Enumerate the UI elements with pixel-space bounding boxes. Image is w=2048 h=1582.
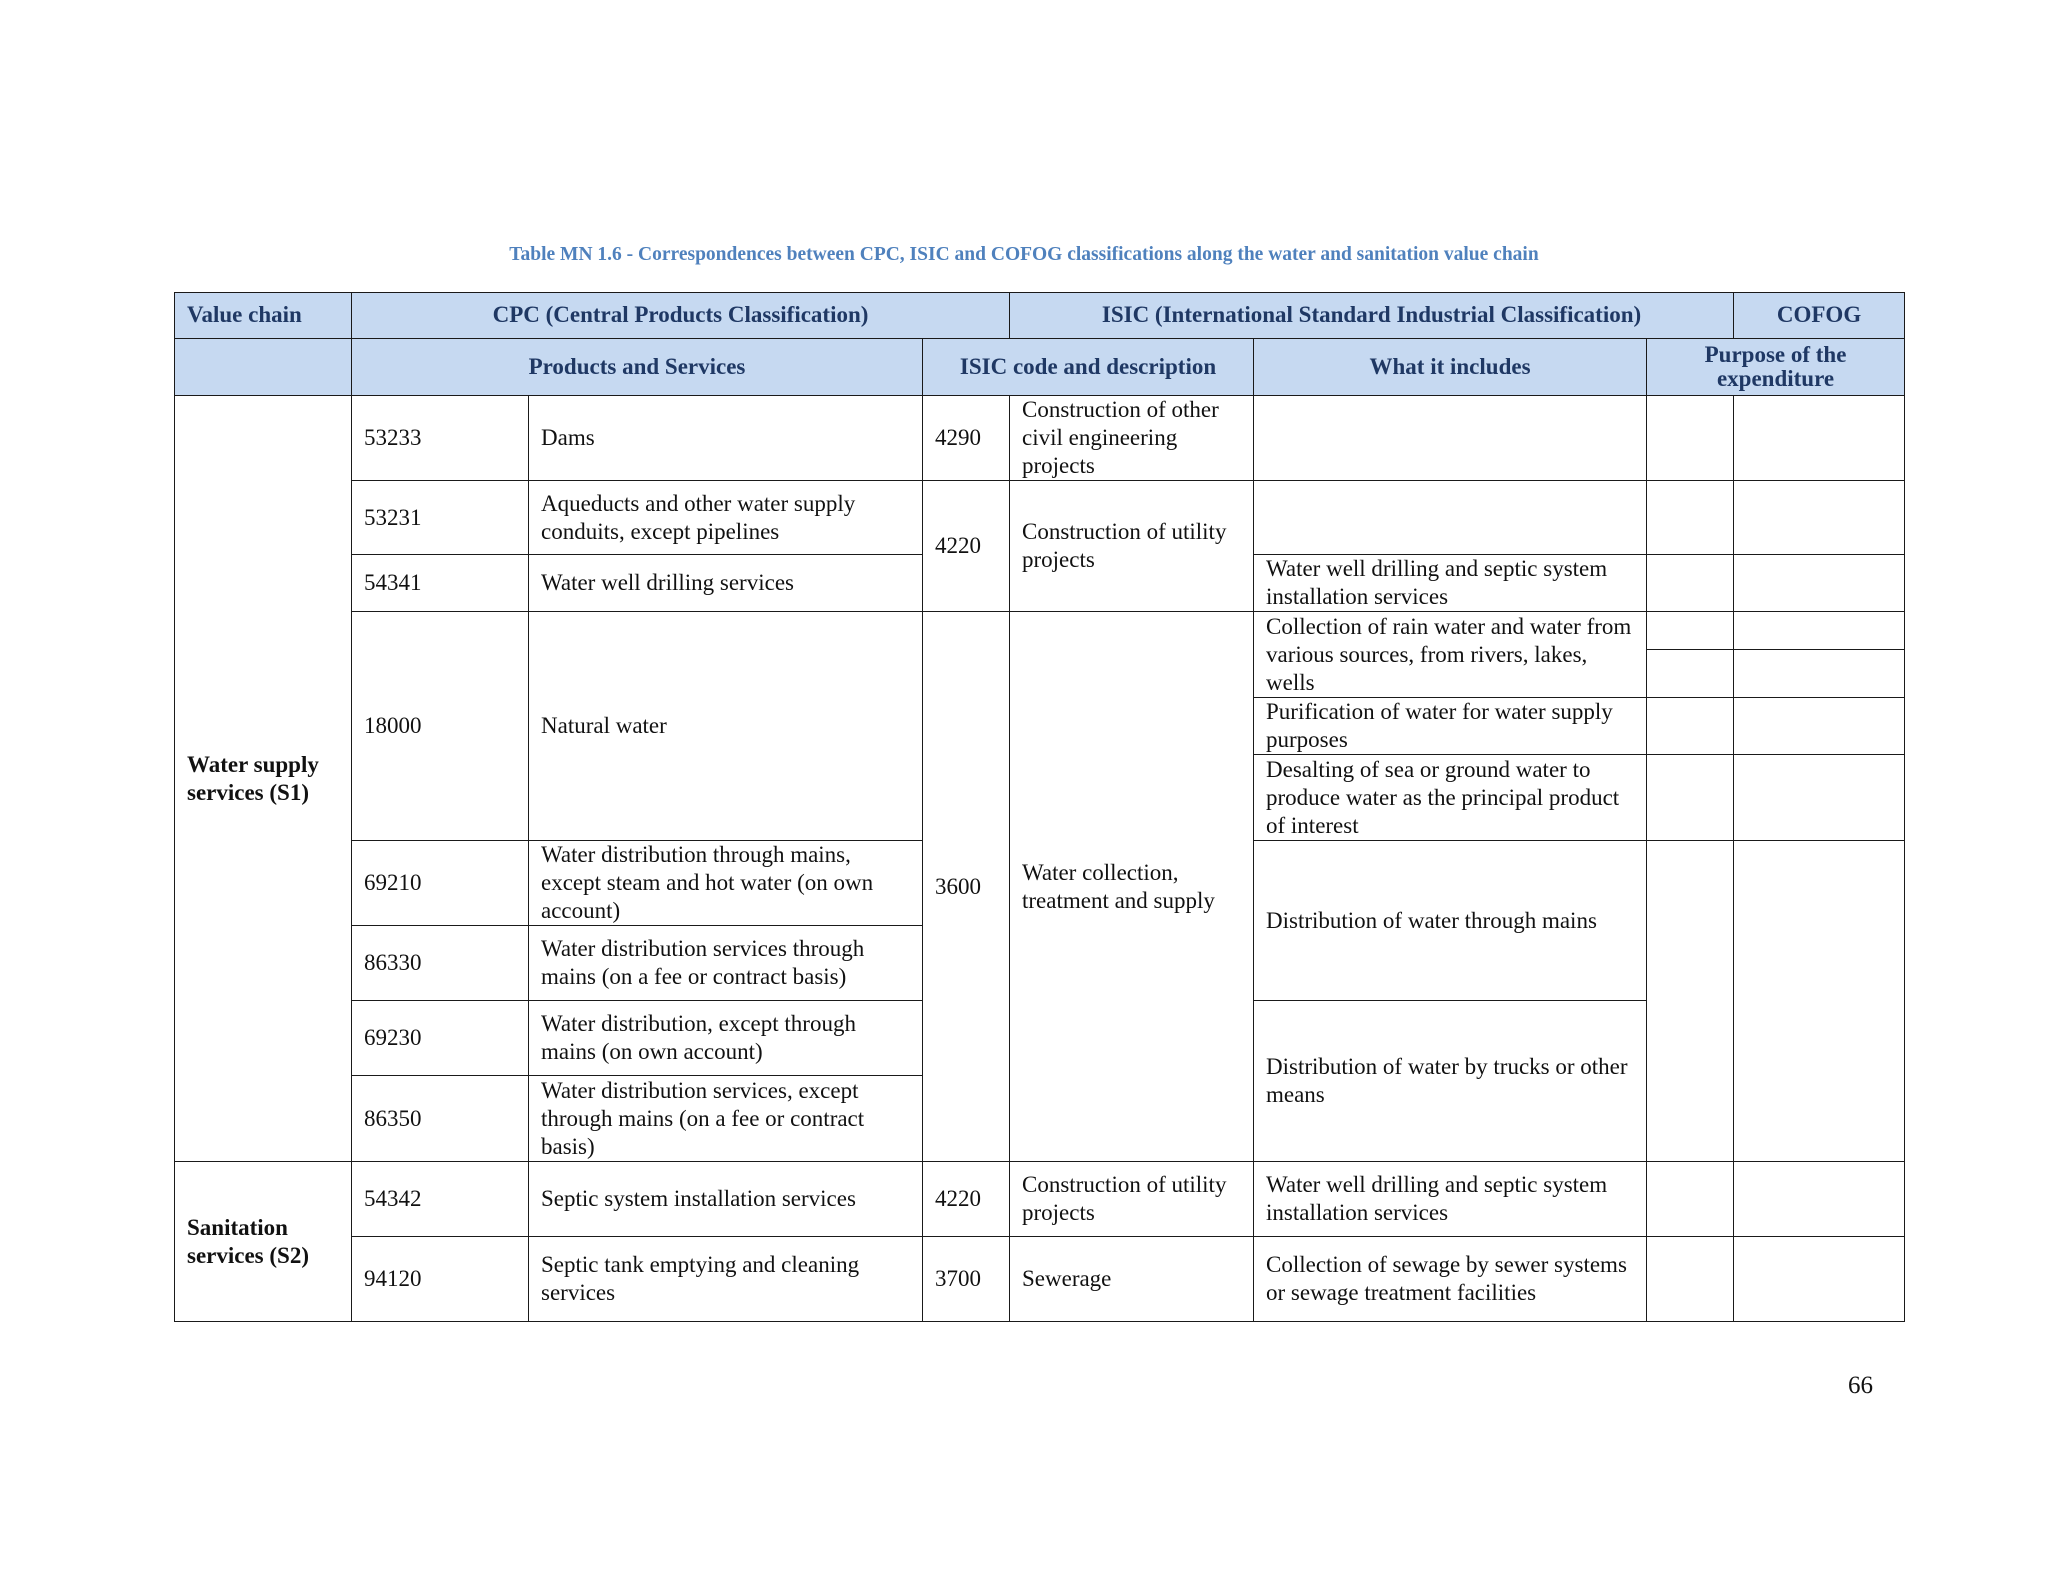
header-value-chain: Value chain	[175, 293, 352, 339]
cofog-cell	[1734, 396, 1905, 481]
header-what-it-includes: What it includes	[1254, 339, 1647, 396]
isic-code: 4220	[923, 1162, 1010, 1237]
cpc-code: 54342	[352, 1162, 529, 1237]
cpc-desc: Natural water	[529, 612, 923, 841]
cpc-code: 86330	[352, 926, 529, 1001]
isic-code: 4290	[923, 396, 1010, 481]
header-cofog: COFOG	[1734, 293, 1905, 339]
cofog-cell	[1734, 1237, 1905, 1322]
table-row	[175, 1162, 1905, 1237]
includes-text: Distribution of water through mains	[1254, 841, 1647, 1001]
cpc-code: 53231	[352, 481, 529, 555]
cpc-desc: Water distribution services, except through mains (on a fee or contract basis)	[529, 1076, 923, 1162]
header-blank	[175, 339, 352, 396]
cofog-cell	[1734, 698, 1905, 755]
isic-desc: Construction of utility projects	[1010, 1162, 1254, 1237]
cpc-code: 86350	[352, 1076, 529, 1162]
correspondence-table-body	[174, 395, 1905, 1322]
cpc-desc: Water distribution services through mains (on a fee or contract basis)	[529, 926, 923, 1001]
cofog-cell	[1647, 555, 1734, 612]
includes-text: Distribution of water by trucks or other means	[1254, 1001, 1647, 1162]
includes-text: Water well drilling and septic system installation services	[1254, 1162, 1647, 1237]
cofog-cell	[1734, 481, 1905, 555]
includes-text: Water well drilling and septic system installation services	[1254, 555, 1647, 612]
cpc-desc: Water distribution, except through mains (on own account)	[529, 1001, 923, 1076]
table-caption: Table MN 1.6 - Correspondences between CPC, ISIC and COFOG classifications along the water and sanitation value chain	[509, 244, 1539, 265]
cofog-cell	[1734, 555, 1905, 612]
cofog-cell	[1734, 650, 1905, 698]
table-row	[175, 1237, 1905, 1322]
cpc-desc: Water distribution through mains, except steam and hot water (on own account)	[529, 841, 923, 926]
header-cpc: CPC (Central Products Classification)	[352, 293, 1010, 339]
group-sanitation: Sanitation services (S2)	[175, 1162, 352, 1322]
header-row-1	[175, 293, 1905, 339]
cofog-cell	[1734, 1162, 1905, 1237]
cpc-desc: Dams	[529, 396, 923, 481]
table-row	[175, 396, 1905, 481]
cofog-cell	[1647, 755, 1734, 841]
isic-code: 3600	[923, 612, 1010, 1162]
cpc-desc: Aqueducts and other water supply conduits, except pipelines	[529, 481, 923, 555]
includes-text: Collection of sewage by sewer systems or sewage treatment facilities	[1254, 1237, 1647, 1322]
cofog-cell	[1647, 481, 1734, 555]
includes-text: Purification of water for water supply purposes	[1254, 698, 1647, 755]
cofog-cell	[1734, 841, 1905, 1162]
cofog-cell	[1647, 1162, 1734, 1237]
cofog-cell	[1734, 612, 1905, 650]
includes-text: Collection of rain water and water from various sources, from rivers, lakes, wells	[1254, 612, 1647, 698]
cofog-cell	[1734, 755, 1905, 841]
cofog-cell	[1647, 698, 1734, 755]
cpc-desc: Septic system installation services	[529, 1162, 923, 1237]
cofog-cell	[1647, 650, 1734, 698]
includes-text: Desalting of sea or ground water to produce water as the principal product of interest	[1254, 755, 1647, 841]
header-isic: ISIC (International Standard Industrial Classification)	[1010, 293, 1734, 339]
group-water-supply: Water supply services (S1)	[175, 396, 352, 1162]
isic-desc: Construction of utility projects	[1010, 481, 1254, 612]
includes-blank	[1254, 396, 1647, 481]
cpc-code: 18000	[352, 612, 529, 841]
cofog-cell	[1647, 612, 1734, 650]
cpc-code: 53233	[352, 396, 529, 481]
header-products-services: Products and Services	[352, 339, 923, 396]
table-row	[175, 612, 1905, 650]
isic-desc: Water collection, treatment and supply	[1010, 612, 1254, 1162]
cpc-code: 69230	[352, 1001, 529, 1076]
cofog-cell	[1647, 841, 1734, 1162]
isic-desc: Construction of other civil engineering projects	[1010, 396, 1254, 481]
page-number: 66	[1848, 1372, 1873, 1399]
header-row-2	[175, 339, 1905, 396]
header-isic-code-desc: ISIC code and description	[923, 339, 1254, 396]
table-row	[175, 481, 1905, 555]
cpc-desc: Septic tank emptying and cleaning services	[529, 1237, 923, 1322]
includes-blank	[1254, 481, 1647, 555]
cpc-code: 69210	[352, 841, 529, 926]
correspondence-table	[174, 292, 1905, 396]
cofog-cell	[1647, 396, 1734, 481]
isic-code: 4220	[923, 481, 1010, 612]
cpc-code: 54341	[352, 555, 529, 612]
isic-desc: Sewerage	[1010, 1237, 1254, 1322]
cpc-desc: Water well drilling services	[529, 555, 923, 612]
cpc-code: 94120	[352, 1237, 529, 1322]
isic-code: 3700	[923, 1237, 1010, 1322]
cofog-cell	[1647, 1237, 1734, 1322]
header-purpose: Purpose of the expenditure	[1647, 339, 1905, 396]
